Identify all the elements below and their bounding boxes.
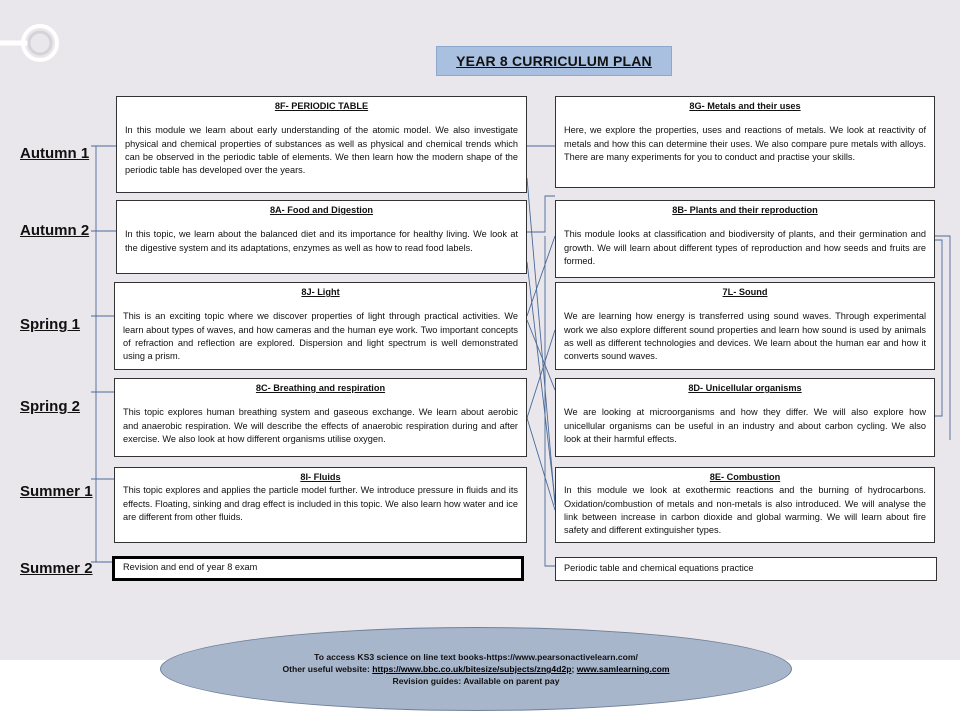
module-description: We are learning how energy is transferred using sound waves. Through experimental work we also explore different sound properties and learn how sound is used by animals as well as different technologies and devices. We learn about the human ear and how it converts sound waves. — [564, 311, 926, 362]
module-description: In this module we look at exothermic reactions and the burning of hydrocarbons. Oxidation/combustion of metals and non-metals is also introduced. We will analyse the link between increase in carbon dioxide and global warming. We will learn about fire safety and different extinguisher types. — [564, 485, 926, 536]
module-description: Revision and end of year 8 exam — [123, 562, 258, 573]
module-heading: 8A- Food and Digestion — [269, 205, 374, 215]
bbc-bitesize-link[interactable]: https://www.bbc.co.uk/bitesize/subjects/zng4d2p — [372, 664, 572, 674]
samlearning-link[interactable]: www.samlearning.com — [576, 664, 670, 674]
term-summer-2: Summer 2 — [20, 560, 93, 577]
module-heading: 8J- Light — [301, 287, 340, 297]
module-7l-sound — [555, 282, 935, 370]
module-description: This topic explores human breathing system and gaseous exchange. We learn about aerobic and anaerobic respiration. We will describe the effects of anaerobic respiration during and after exercise. We also look at how different organisms utilise oxygen. — [123, 407, 518, 444]
module-8b-plants-reproduction — [555, 200, 935, 278]
page-title: YEAR 8 CURRICULUM PLAN — [436, 46, 672, 76]
module-heading: 8G- Metals and their uses — [689, 101, 801, 111]
term-summer-1: Summer 1 — [20, 483, 93, 500]
resources-footer — [160, 627, 792, 711]
module-heading: 8D- Unicellular organisms — [688, 383, 802, 393]
footer-websites-label: Other useful website: — [282, 664, 373, 674]
module-heading: 8C- Breathing and respiration — [255, 383, 386, 393]
footer-textbook-line: To access KS3 science on line text books-https://www.pearsonactivelearn.com/ — [314, 652, 638, 662]
footer-separator: ; — [571, 664, 577, 674]
module-description: We are looking at microorganisms and how they differ. We will also explore how unicellular organisms can be useful in an industry and about carbon cycling. We also look at their harmful effects. — [564, 407, 926, 444]
footer-websites-line — [282, 663, 669, 675]
module-8c-breathing-respiration — [114, 378, 527, 457]
module-description: This module looks at classification and biodiversity of plants, and their germination and growth. We will learn about different types of reproduction and how seeds and fruits are formed. — [564, 229, 926, 266]
module-description: This topic explores and applies the particle model further. We introduce pressure in fluids and its effects. Floating, sinking and drag effect is included in this topic. We also learn how water and ice are different from other fluids. — [123, 485, 518, 522]
module-description: In this topic, we learn about the balanced diet and its importance for healthy living. We look at the digestive system and its adaptations, enzymes as well as how to read food labels. — [125, 229, 518, 253]
summer-2-left-revision — [112, 556, 524, 581]
module-heading: 8I- Fluids — [300, 472, 341, 482]
term-autumn-1: Autumn 1 — [20, 145, 90, 162]
module-8d-unicellular — [555, 378, 935, 457]
module-heading: 8F- PERIODIC TABLE — [274, 101, 369, 111]
term-spring-1: Spring 1 — [20, 316, 81, 333]
module-heading: 8B- Plants and their reproduction — [672, 205, 818, 215]
footer-revision-line: Revision guides: Available on parent pay — [392, 676, 560, 686]
summer-2-right-practice — [555, 557, 937, 581]
module-description: This is an exciting topic where we discover properties of light through practical activities. We learn about types of waves, and how cameras and the human eye work. Two important concepts of refraction and reflection are explored. Dispersion and light spectrum is well demonstrated using a prism. — [123, 311, 518, 362]
module-heading: 8E- Combustion — [709, 472, 781, 482]
module-description: In this module we learn about early understanding of the atomic model. We also investigate physical and chemical properties of substances as well as physical and chemical trends which can be observed in the periodic table of elements. We then learn how the modern shape of the periodic table has developed over the years. — [125, 125, 518, 176]
module-8j-light — [114, 282, 527, 370]
module-8i-fluids — [114, 467, 527, 543]
term-autumn-2: Autumn 2 — [20, 222, 90, 239]
module-description: Periodic table and chemical equations practice — [564, 562, 754, 573]
module-heading: 7L- Sound — [722, 287, 768, 297]
module-8e-combustion — [555, 467, 935, 543]
module-8a-food-digestion — [116, 200, 527, 274]
term-spring-2: Spring 2 — [20, 398, 81, 415]
module-8f-periodic-table — [116, 96, 527, 193]
module-description: Here, we explore the properties, uses and reactions of metals. We look at reactivity of metals and how this can determine their uses. We also compare pure metals with alloys. There are many experiments for you to conduct and practise your skills. — [564, 125, 926, 162]
module-8g-metals — [555, 96, 935, 188]
